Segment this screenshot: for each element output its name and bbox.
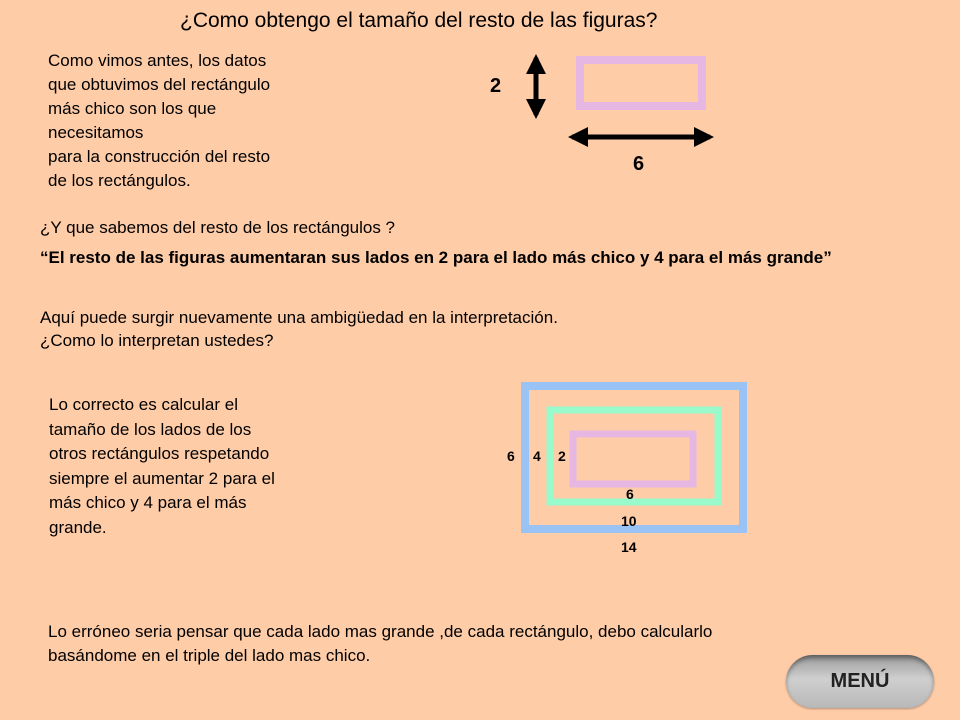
intro-paragraph xyxy=(48,49,348,193)
wrong-line: basándome en el triple del lado mas chico. xyxy=(48,646,371,665)
rule-quote: “El resto de las figuras aumentaran sus lados en 2 para el lado más chico y 4 para el más grande” xyxy=(40,248,832,267)
intro-line: de los rectángulos. xyxy=(48,171,191,190)
width-label: 6 xyxy=(633,153,645,175)
small-rectangle xyxy=(580,60,702,106)
middle-width-label: 10 xyxy=(621,513,637,529)
small-rectangle-diagram xyxy=(480,50,720,190)
ambiguity-line: Aquí puede surgir nuevamente una ambigüedad en la interpretación. xyxy=(40,308,558,327)
height-label: 2 xyxy=(490,75,502,97)
intro-line: Como vimos antes, los datos xyxy=(48,51,267,70)
inner-rectangle xyxy=(573,434,693,484)
question-text: ¿Y que sabemos del resto de los rectángulos ? xyxy=(40,218,396,237)
ambiguity-line: ¿Como lo interpretan ustedes? xyxy=(40,331,274,350)
intro-line: más chico son los que xyxy=(48,99,217,118)
correct-line: siempre el aumentar 2 para el xyxy=(49,468,275,488)
correct-line: tamaño de los lados de los xyxy=(49,419,252,439)
intro-line: que obtuvimos del rectángulo xyxy=(48,75,271,94)
correct-line: otros rectángulos respetando xyxy=(49,444,270,463)
menu-button[interactable]: MENÚ xyxy=(786,655,934,708)
intro-line: para la construcción del resto xyxy=(48,147,271,166)
inner-height-label: 2 xyxy=(558,448,566,464)
correct-line: más chico y 4 para el más xyxy=(49,493,247,512)
intro-line: necesitamos xyxy=(48,123,144,142)
correct-line: grande. xyxy=(49,517,107,537)
correct-paragraph xyxy=(49,393,349,540)
outer-width-label: 14 xyxy=(621,539,637,555)
outer-height-label: 6 xyxy=(507,448,515,464)
wrong-paragraph xyxy=(48,620,712,668)
wrong-line: Lo erróneo seria pensar que cada lado mas grande ,de cada rectángulo, debo calcularlo xyxy=(48,622,713,641)
inner-width-label: 6 xyxy=(626,486,634,502)
correct-line: Lo correcto es calcular el xyxy=(49,395,238,414)
ambiguity-paragraph xyxy=(40,306,558,352)
middle-height-label: 4 xyxy=(533,448,541,464)
page-title: ¿Como obtengo el tamaño del resto de las figuras? xyxy=(180,9,658,32)
